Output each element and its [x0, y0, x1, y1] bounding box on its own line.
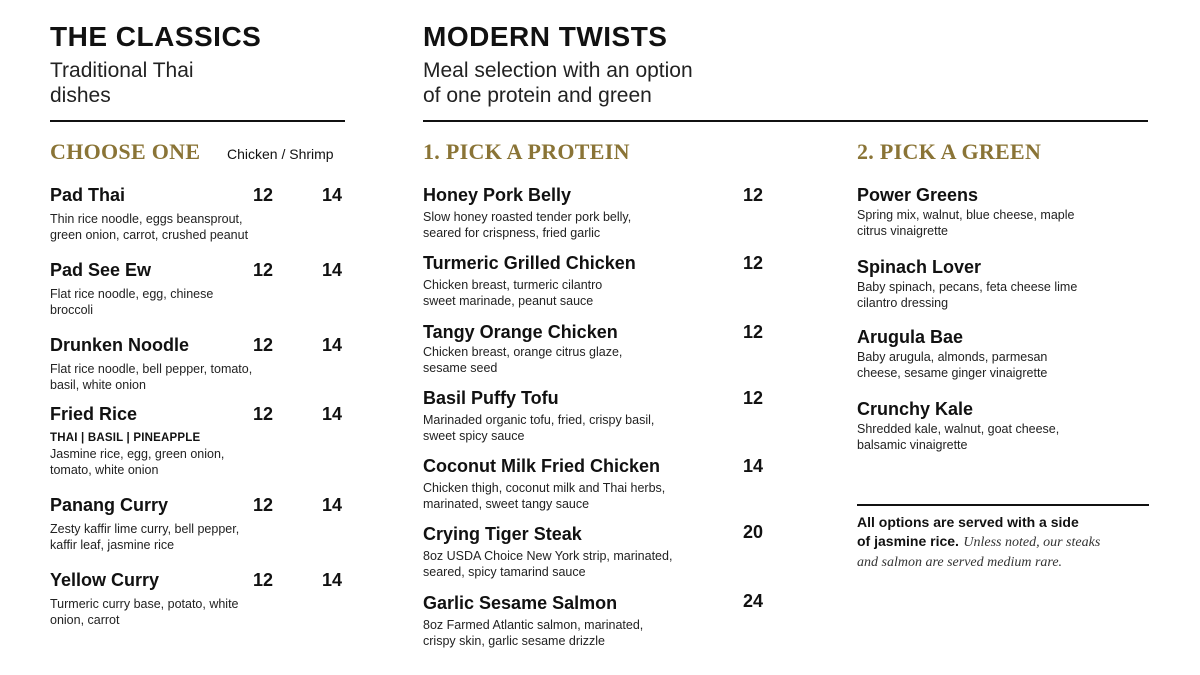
- modern-subtitle-line2: of one protein and green: [423, 84, 652, 107]
- item-desc-line2: kaffir leaf, jasmine rice: [50, 538, 175, 552]
- item-desc-line2: sweet spicy sauce: [423, 429, 525, 443]
- item-desc-line1: Flat rice noodle, egg, chinese: [50, 287, 214, 301]
- classic-item: [50, 184, 350, 243]
- item-name: Fried Rice: [50, 404, 138, 424]
- item-desc-line2: tomato, white onion: [50, 463, 159, 477]
- item-desc-line2: cilantro dressing: [857, 296, 949, 310]
- green-item: [857, 184, 1147, 239]
- item-price: 24: [743, 591, 764, 611]
- item-name: Honey Pork Belly: [423, 185, 572, 205]
- item-price: 20: [743, 522, 764, 542]
- protein-item: [423, 184, 783, 241]
- chicken-price: 12: [253, 495, 274, 515]
- chicken-price: 12: [253, 185, 274, 205]
- item-desc-line1: Baby arugula, almonds, parmesan: [857, 350, 1048, 364]
- item-desc-line1: Chicken breast, turmeric cilantro: [423, 278, 603, 292]
- chicken-price: 12: [253, 404, 274, 424]
- item-name: Arugula Bae: [857, 327, 964, 347]
- item-desc-line1: Chicken breast, orange citrus glaze,: [423, 345, 623, 359]
- item-desc-line2: citrus vinaigrette: [857, 224, 949, 238]
- shrimp-price: 14: [322, 260, 343, 280]
- chicken-price: 12: [253, 570, 274, 590]
- item-desc-line2: cheese, sesame ginger vinaigrette: [857, 366, 1048, 380]
- modern-subtitle-line1: Meal selection with an option: [423, 59, 693, 82]
- classics-title: THE CLASSICS: [50, 21, 262, 52]
- classic-item: [50, 569, 350, 628]
- item-desc-line1: 8oz USDA Choice New York strip, marinated,: [423, 549, 673, 563]
- shrimp-price: 14: [322, 495, 343, 515]
- item-name: Power Greens: [857, 185, 979, 205]
- item-name: Crunchy Kale: [857, 399, 974, 419]
- item-price: 14: [743, 456, 764, 476]
- pick-protein-label: 1. PICK A PROTEIN: [423, 139, 630, 164]
- classic-item: [50, 259, 350, 318]
- price-header: Chicken / Shrimp: [227, 146, 334, 162]
- classic-item: [50, 403, 350, 478]
- protein-item: [423, 387, 783, 444]
- choose-one-label: CHOOSE ONE: [50, 139, 201, 164]
- item-price: 12: [743, 388, 764, 408]
- shrimp-price: 14: [322, 404, 343, 424]
- classics-subtitle-line1: Traditional Thai: [50, 59, 194, 82]
- item-desc-line2: broccoli: [50, 303, 94, 317]
- note-bold-line1: All options are served with a side: [857, 514, 1079, 530]
- shrimp-price: 14: [322, 570, 343, 590]
- note-divider: [857, 504, 1149, 506]
- item-desc-line2: onion, carrot: [50, 613, 120, 627]
- item-name: Spinach Lover: [857, 257, 982, 277]
- item-name: Turmeric Grilled Chicken: [423, 253, 636, 273]
- item-desc-line1: Chicken thigh, coconut milk and Thai herbs,: [423, 481, 666, 495]
- item-desc-line2: basil, white onion: [50, 378, 146, 392]
- item-name: Tangy Orange Chicken: [423, 322, 618, 342]
- item-desc-line1: Jasmine rice, egg, green onion,: [50, 447, 225, 461]
- note-italic-line1: Unless noted, our steaks: [963, 535, 1101, 550]
- protein-item: [423, 523, 783, 580]
- item-price: 12: [743, 253, 764, 273]
- item-name: Crying Tiger Steak: [423, 524, 582, 544]
- classics-subtitle-line2: dishes: [50, 84, 111, 107]
- item-desc-line2: green onion, carrot, crushed peanut: [50, 228, 249, 242]
- classics-divider: [50, 120, 345, 122]
- green-item: [857, 398, 1147, 453]
- item-desc-line1: Thin rice noodle, eggs beansprout,: [50, 212, 243, 226]
- shrimp-price: 14: [322, 185, 343, 205]
- protein-item: [423, 321, 783, 376]
- item-name: Panang Curry: [50, 495, 169, 515]
- item-desc-line2: seared for crispness, fried garlic: [423, 226, 601, 240]
- item-desc-line2: marinated, sweet tangy sauce: [423, 497, 590, 511]
- shrimp-price: 14: [322, 335, 343, 355]
- fried-rice-options: THAI | BASIL | PINEAPPLE: [50, 432, 201, 444]
- item-name: Pad Thai: [50, 185, 126, 205]
- note-italic-line2: and salmon are served medium rare.: [857, 555, 1063, 570]
- item-desc-line2: seared, spicy tamarind sauce: [423, 565, 586, 579]
- pick-green-label: 2. PICK A GREEN: [857, 139, 1042, 164]
- item-desc-line1: Marinaded organic tofu, fried, crispy basil,: [423, 413, 655, 427]
- item-desc-line2: crispy skin, garlic sesame drizzle: [423, 634, 605, 648]
- item-desc-line1: Turmeric curry base, potato, white: [50, 597, 239, 611]
- modern-subtitle: [423, 58, 693, 108]
- rice-note: [857, 513, 1157, 572]
- protein-item: [423, 252, 783, 309]
- protein-item: [423, 455, 783, 512]
- item-desc-line1: Baby spinach, pecans, feta cheese lime: [857, 280, 1078, 294]
- item-price: 12: [743, 322, 764, 342]
- item-desc-line1: Slow honey roasted tender pork belly,: [423, 210, 632, 224]
- classic-item: [50, 494, 350, 553]
- protein-item: [423, 592, 783, 649]
- item-desc-line2: sweet marinade, peanut sauce: [423, 294, 594, 308]
- green-item: [857, 256, 1147, 311]
- item-desc-line2: sesame seed: [423, 361, 498, 375]
- item-name: Pad See Ew: [50, 260, 152, 280]
- item-price: 12: [743, 185, 764, 205]
- item-name: Coconut Milk Fried Chicken: [423, 456, 661, 476]
- item-desc-line1: Zesty kaffir lime curry, bell pepper,: [50, 522, 240, 536]
- classics-subtitle: [50, 58, 194, 108]
- item-name: Drunken Noodle: [50, 335, 190, 355]
- item-desc-line1: 8oz Farmed Atlantic salmon, marinated,: [423, 618, 644, 632]
- item-desc-line1: Flat rice noodle, bell pepper, tomato,: [50, 362, 253, 376]
- note-bold-line2: of jasmine rice.: [857, 533, 959, 549]
- modern-title: MODERN TWISTS: [423, 21, 668, 52]
- item-name: Basil Puffy Tofu: [423, 388, 559, 408]
- item-desc-line2: balsamic vinaigrette: [857, 438, 968, 452]
- modern-divider: [423, 120, 1148, 122]
- green-item: [857, 326, 1147, 381]
- chicken-price: 12: [253, 260, 274, 280]
- item-desc-line1: Shredded kale, walnut, goat cheese,: [857, 422, 1060, 436]
- item-desc-line1: Spring mix, walnut, blue cheese, maple: [857, 208, 1075, 222]
- chicken-price: 12: [253, 335, 274, 355]
- item-name: Garlic Sesame Salmon: [423, 593, 618, 613]
- classic-item: [50, 334, 350, 393]
- item-name: Yellow Curry: [50, 570, 160, 590]
